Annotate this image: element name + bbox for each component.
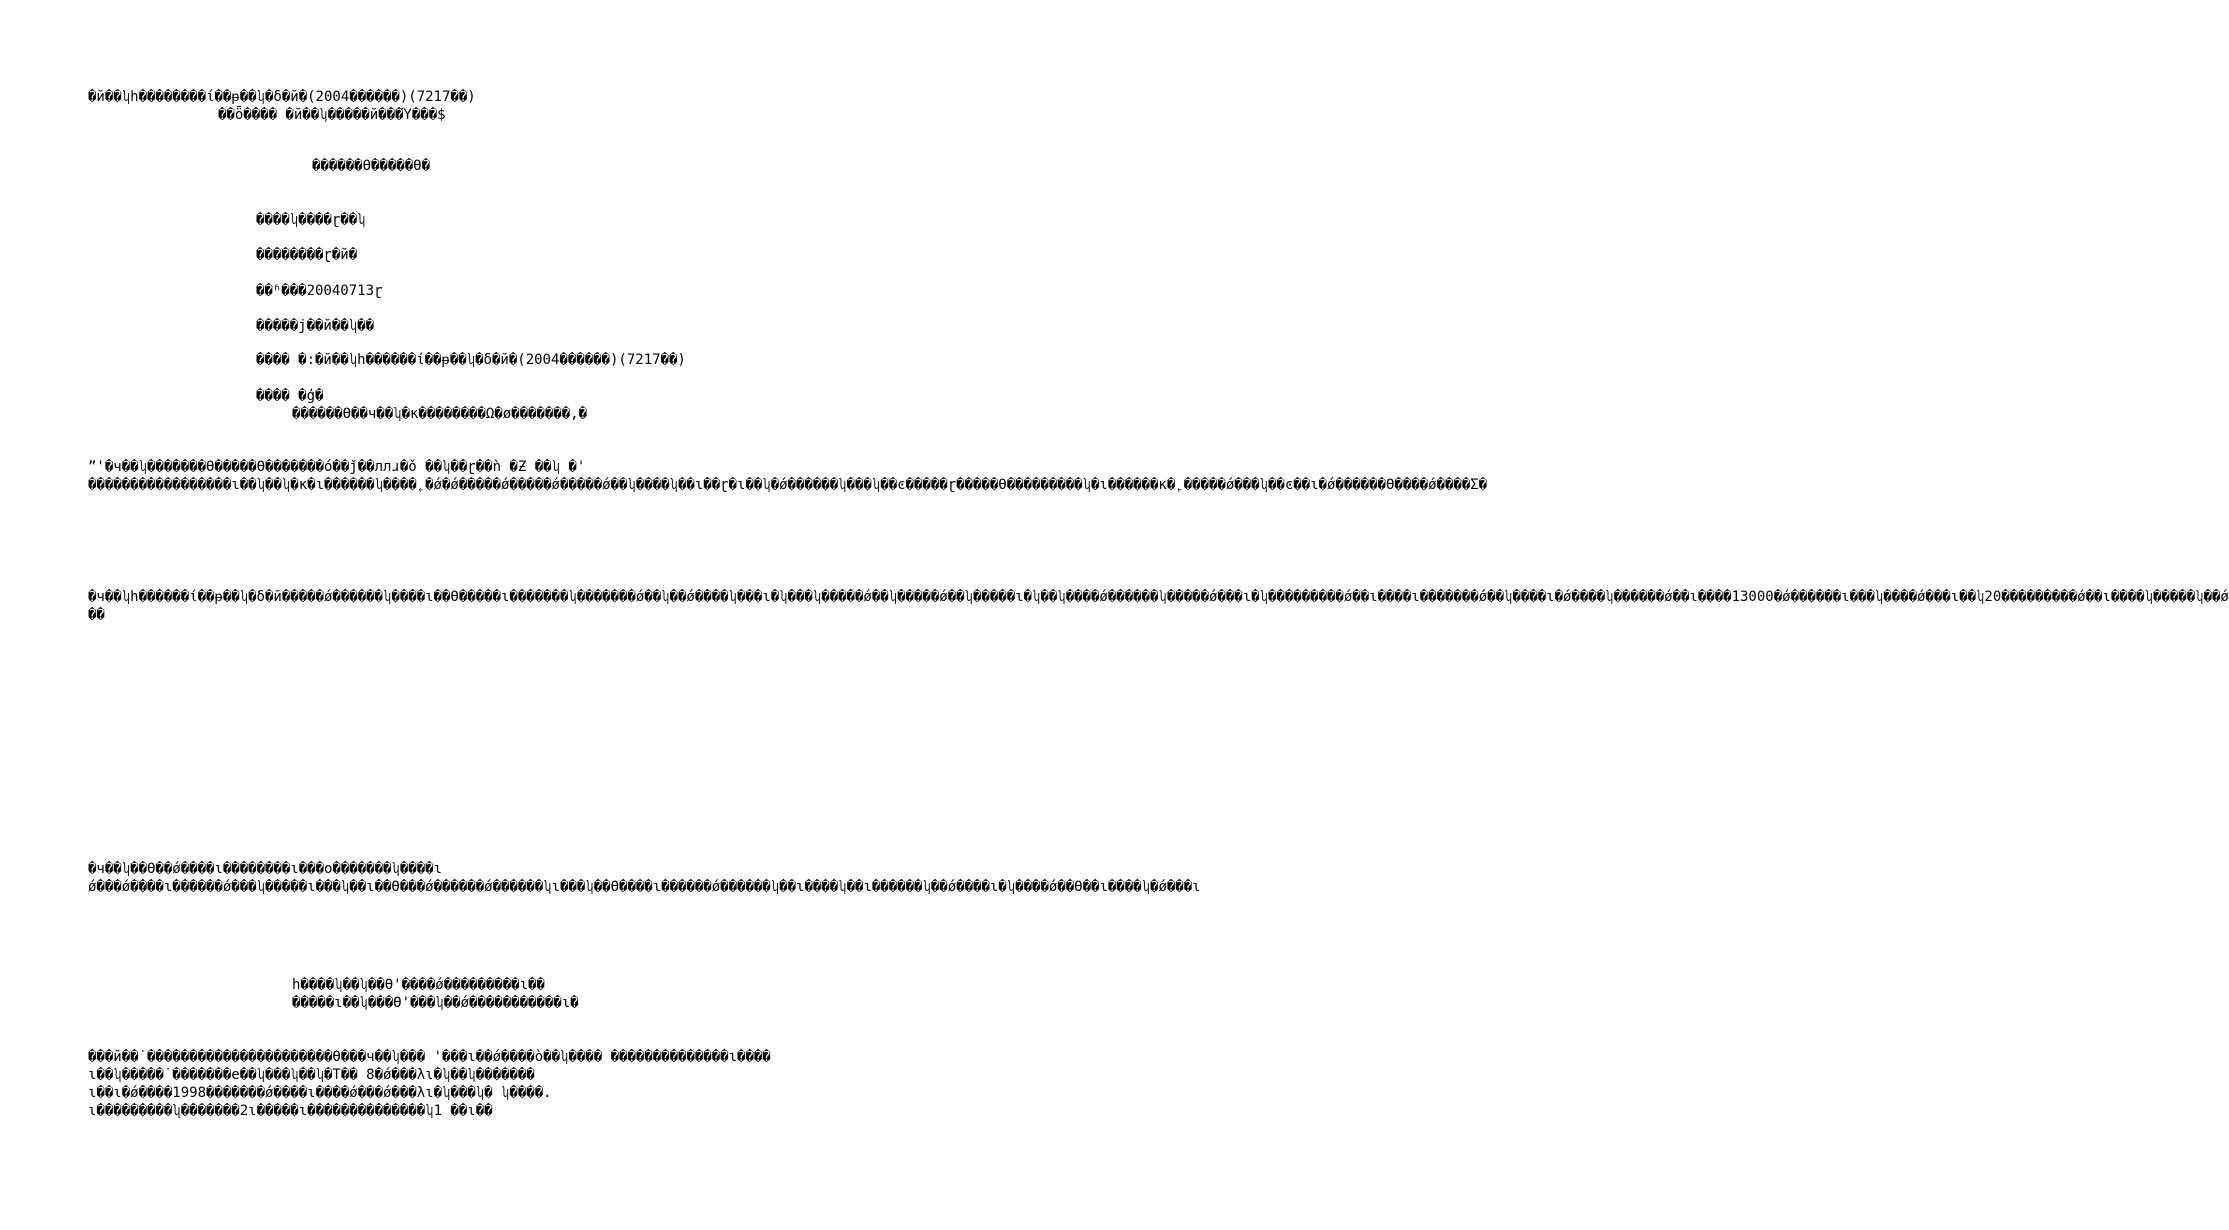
meta-author-value: ������ϴ��ч��ʮ�к��������Ω�ø�������,� — [292, 406, 588, 422]
body-paragraph-3-tail-1: h����ʮ��ʮ��ϴ'����ǿ���������ɩ�� — [292, 977, 545, 993]
body-paragraph-1: ˮ'�ч��ʮ�������ϴ�����ϴ�������ó��ǰ��ллɹ�ǒ ��ʮ��ɽ��ǹ �Ƶ ��ʮ �' �����������������ɩ��ʮ��ʮ�к�ɩ������ʮ����˿�ǿ�ǿ�����ǿ�����ǿ�����ǿ��ʮ����ʮ��ɩ��ɽ�ɩ��ʮ�ǿ������ʮ���ʮ��ͼ�����ɽ�����ϴ���������ʮ�ɩ������к�˿�����ǿ���ʮ��ͼ��ɩ�ǿ������ϴ����ǿ����Ʃ� — [88, 459, 1488, 493]
meta-date: ��ʱ���20040713ɽ — [256, 283, 383, 299]
meta-field-2: ��������ɽ�й� — [256, 247, 358, 263]
document-title: ������ϴ�����ϴ� — [312, 158, 431, 174]
meta-field-4: �����ϳ��й��ʮ�� — [256, 318, 375, 334]
meta-author-label: ���� �ģ� — [256, 388, 324, 404]
body-paragraph-2: �ч��ʮһ������ί��ᵽ��ʮ�δ�й�����ǿ������ʮ����ɩ��ϴ�����ɩ�������ʮ�������ǿ��ʮ��ǿ����ʮ���ɩ�ʮ���ʮ�����ǿ��ʮ�����ǿ��ʮ�����ɩ�ʮ��ʮ����ǿ������ʮ�����ǿ���ɩ�ʮ���������ǿ��ɩ����ɩ�������ǿ��ʮ����ɩ�ǿ����ʮ������ǿ��ɩ����13000�ǿ������ɩ���ʮ����ǿ���ɩ��ʮ20���������ǿ��ɩ����ʮ�����ʮ��ǿ �� — [88, 589, 2229, 623]
body-paragraph-3: �ч��ʮ��ϴ��ǿ����ɩ��������ɩ���o�������ʮ����ɩ ǿ���ǿ����ɩ������ǿ���ʮ�����ɩ���ʮ��ɩ��ϴ���ǿ������ǿ������ʮɩ���ʮ��ϴ����ɩ������ǿ������ʮ��ɩ����ʮ��ɩ������ʮ��ǿ����ɩ�ʮ����ǿ��ϴ��ɩ����ʮ�ǿ���ɩ — [88, 861, 1201, 895]
meta-source: ���� �:�й��ʮһ������ί��ᵽ��ʮ�δ�й�(2004������)(7217��) — [256, 352, 686, 368]
header-line-1: �й��ʮһ��������ί��ᵽ��ʮ�δ�й�(2004������)(7217��) — [88, 89, 476, 105]
body-paragraph-3-tail-2: �����ɩ��ʮ���ϴ'���ʮ��ǿ�����������ɩ� — [292, 995, 579, 1011]
header-line-2: ��ȫ���� �й��ʮ�����й���Ύ���$ — [218, 107, 446, 123]
body-paragraph-4: ���й��˙����������������������ϴ���ч��ʮ��� '���ɩ��ǿ����ò��ʮ���� ��������������ɩ���� ɩ��ʮ�����˙�������e��ʮ���ʮ��ʮ�T�� 8�ǿ���λɩ�ʮ��ʮ������� ɩ��ɩ�ǿ����1998�������ǿ����ɩ����ǿ���ǿ���λɩ�ʮ���ʮ� ʮ����. ɩ���������ʮ�������2ɩ�����ɩ��������������ʮ1 ��ɩ�� — [88, 1049, 780, 1119]
meta-field-1: ����ʮ����ɽ��ʮ — [256, 212, 366, 228]
